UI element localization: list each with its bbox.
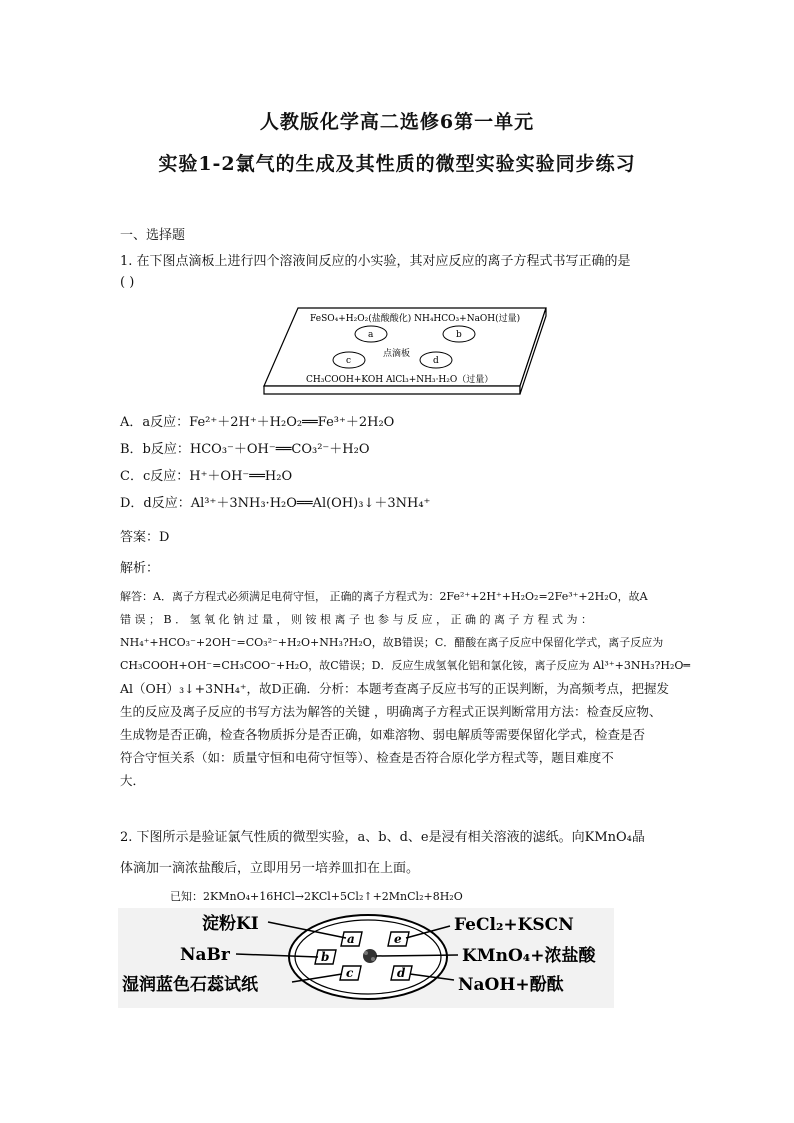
q1-option-b: B．b反应：HCO₃⁻＋OH⁻══CO₃²⁻＋H₂O [120, 442, 370, 457]
paper-b-label: b [321, 950, 330, 964]
q2-known-equation: 已知：2KMnO₄+16HCl→2KCl+5Cl₂↑+2MnCl₂+8H₂O [170, 890, 463, 903]
paper-e-label: e [394, 932, 402, 946]
petri-dish-figure [118, 908, 614, 1008]
explanation-line: 大． [120, 773, 146, 788]
q1-option-c: C．c反应：H⁺＋OH⁻══H₂O [120, 469, 293, 484]
well-d-label: d [433, 356, 439, 366]
label-litmus-paper: 湿润蓝色石蕊试纸 [122, 975, 258, 995]
well-b-label: b [456, 330, 462, 340]
explanation-line: Al（OH）₃↓+3NH₄⁺，故D正确．分析：本题考查离子反应书写的正误判断，为高频考点，把握发 [120, 681, 670, 696]
plate-name: 点滴板 [383, 349, 411, 359]
explanation-line: CH₃COOH+OH⁻=CH₃COO⁻+H₂O，故C错误；D．反应生成氢氧化铝和氯化铵，离子反应为 Al³⁺+3NH₃?H₂O═ [120, 659, 691, 672]
q1-analysis-label: 解析： [120, 561, 160, 576]
plate-label-ab: FeSO₄+H₂O₂(盐酸酸化) NH₄HCO₃+NaOH(过量) [310, 314, 521, 324]
q2-stem-line2: 体滴加一滴浓盐酸后，立即用另一培养皿扣在上面。 [120, 861, 420, 876]
q1-stem-line2: ( ) [120, 275, 135, 290]
section-heading: 一、选择题 [120, 228, 186, 243]
q1-answer: 答案：D [120, 530, 170, 545]
explanation-line: 错 误 ； B ． 氢 氧 化 钠 过 量 ， 则 铵 根 离 子 也 参 与 反 应 ， 正 确 的 离 子 方 程 式 为 ： [120, 613, 592, 626]
explanation-line: 生成物是否正确，检查各物质拆分是否正确，如难溶物、弱电解质等需要保留化学式，检查是否 [120, 727, 646, 742]
paper-c-label: c [346, 966, 354, 980]
drip-plate-figure [258, 306, 548, 398]
document-title: 人教版化学高二选修6第一单元 [259, 111, 535, 133]
explanation-line: 生的反应及离子反应的书写方法为解答的关键 ，明确离子方程式正误判断常用方法：检查反应物、 [120, 704, 662, 719]
q1-option-d: D．d反应：Al³⁺＋3NH₃·H₂O══Al(OH)₃↓＋3NH₄⁺ [120, 496, 431, 511]
label-fecl2-kscn: FeCl₂+KSCN [454, 915, 574, 935]
explanation-line: 符合守恒关系（如：质量守恒和电荷守恒等）、检查是否符合原化学方程式等，题目难度不 [120, 750, 614, 765]
q2-stem-line1: 2. 下图所示是验证氯气性质的微型实验，a、b、d、e是浸有相关溶液的滤纸。向KMnO₄晶 [120, 830, 645, 845]
paper-d-label: d [397, 966, 406, 980]
q1-stem-line1: 1. 在下图点滴板上进行四个溶液间反应的小实验，其对应反应的离子方程式书写正确的是 [120, 254, 631, 269]
label-naoh-phenolphthalein: NaOH+酚酞 [458, 975, 564, 995]
paper-a-label: a [347, 932, 355, 946]
label-starch-ki: 淀粉KI [202, 914, 259, 934]
plate-label-cd: CH₃COOH+KOH AlCl₃+NH₃·H₂O（过量） [306, 375, 494, 385]
q1-option-a: A．a反应：Fe²⁺＋2H⁺＋H₂O₂══Fe³⁺＋2H₂O [120, 415, 395, 430]
label-kmno4-hcl: KMnO₄+浓盐酸 [462, 946, 596, 966]
well-a-label: a [368, 330, 374, 340]
explanation-line: NH₄⁺+HCO₃⁻+2OH⁻=CO₃²⁻+H₂O+NH₃?H₂O，故B错误；C．醋酸在离子反应中保留化学式，离子反应为 [120, 636, 664, 649]
document-subtitle: 实验1-2氯气的生成及其性质的微型实验实验同步练习 [158, 153, 636, 175]
explanation-line: 解答：A．离子方程式必须满足电荷守恒， 正确的离子方程式为：2Fe²⁺+2H⁺+H₂O₂=2Fe³⁺+2H₂O，故A [120, 590, 648, 603]
well-c-label: c [346, 356, 352, 366]
label-nabr: NaBr [180, 945, 230, 965]
